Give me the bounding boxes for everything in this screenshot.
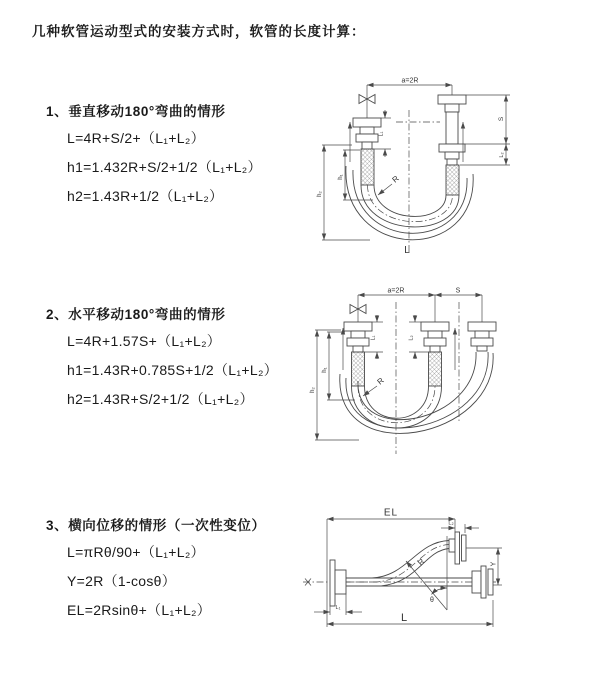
right-pipe-fitting-shifted [468, 322, 496, 351]
dim-label-s: S [455, 287, 461, 295]
formula-el: EL=2Rsinθ+（L₁+L₂） [67, 602, 212, 618]
left-flange [330, 560, 346, 606]
braid-section [361, 149, 374, 185]
formula-l: L=4R+1.57S+（L₁+L₂） [67, 333, 222, 349]
left-pipe-fitting [344, 322, 372, 386]
dim-label-theta: θ [430, 597, 434, 604]
section-1-heading: 1、垂直移动180°弯曲的情形 [46, 104, 226, 119]
dim-label-h2: h₁ [338, 174, 344, 180]
braid-section [352, 352, 365, 386]
dim-label-l1: L₁ [335, 605, 341, 611]
dim-label-l1: L₁ [378, 131, 385, 137]
middle-pipe-fitting [421, 322, 449, 386]
dim-label-r: R [375, 375, 386, 387]
dim-label-el: EL [383, 507, 399, 519]
dim-label-l2: L₂ [499, 152, 505, 158]
section-2-heading: 2、水平移动180°弯曲的情形 [46, 307, 226, 322]
hose-s-bend [346, 541, 449, 587]
section-horizontal-180 [46, 303, 278, 418]
formula-h1: h1=1.432R+S/2+1/2（L₁+L₂） [67, 159, 262, 175]
diagram-lateral-displacement [300, 502, 600, 650]
braid-section [429, 352, 442, 386]
section-lateral-displacement [46, 514, 266, 629]
page-title: 几种软管运动型式的安装方式时，软管的长度计算： [32, 24, 366, 39]
braid-section [446, 165, 459, 195]
left-pipe-fitting [353, 118, 381, 185]
formula-l: L=πRθ/90+（L₁+L₂） [67, 544, 205, 560]
dim-label-y: Y [490, 561, 498, 567]
dim-label-r: R [416, 556, 427, 568]
dim-label-l2: L₂ [448, 520, 454, 527]
diagram-horizontal-180-bend [305, 282, 590, 462]
diagram-vertical-180-bend [310, 72, 590, 257]
dim-label-l: L [404, 245, 410, 256]
dim-label-l2: L₂ [408, 335, 415, 341]
dim-label-l1: L₁ [370, 335, 377, 341]
dim-label-s: S [498, 116, 505, 122]
section-vertical-180 [46, 100, 262, 215]
section-3-heading: 3、横向位移的情形（一次性变位） [46, 518, 266, 533]
formula-l: L=4R+S/2+（L₁+L₂） [67, 130, 205, 146]
dim-label-r: R [390, 173, 401, 185]
formula-y: Y=2R（1-cosθ） [67, 573, 177, 589]
dim-label-l: L [400, 612, 408, 624]
dim-label-h1: h₂ [317, 191, 323, 197]
upper-flange [449, 532, 466, 564]
formula-h1: h1=1.43R+0.785S+1/2（L₁+L₂） [67, 362, 278, 378]
formula-h2: h2=1.43R+S/2+1/2（L₁+L₂） [67, 391, 254, 407]
right-flange-phantom [472, 566, 493, 598]
dim-label-a2r: a=2R [387, 287, 405, 295]
dim-label-h2: h₁ [322, 367, 328, 373]
right-pipe-fitting [438, 95, 466, 195]
dim-label-h1: h₂ [310, 387, 316, 393]
formula-h2: h2=1.43R+1/2（L₁+L₂） [67, 188, 224, 204]
dim-label-a2r: a=2R [401, 77, 419, 85]
